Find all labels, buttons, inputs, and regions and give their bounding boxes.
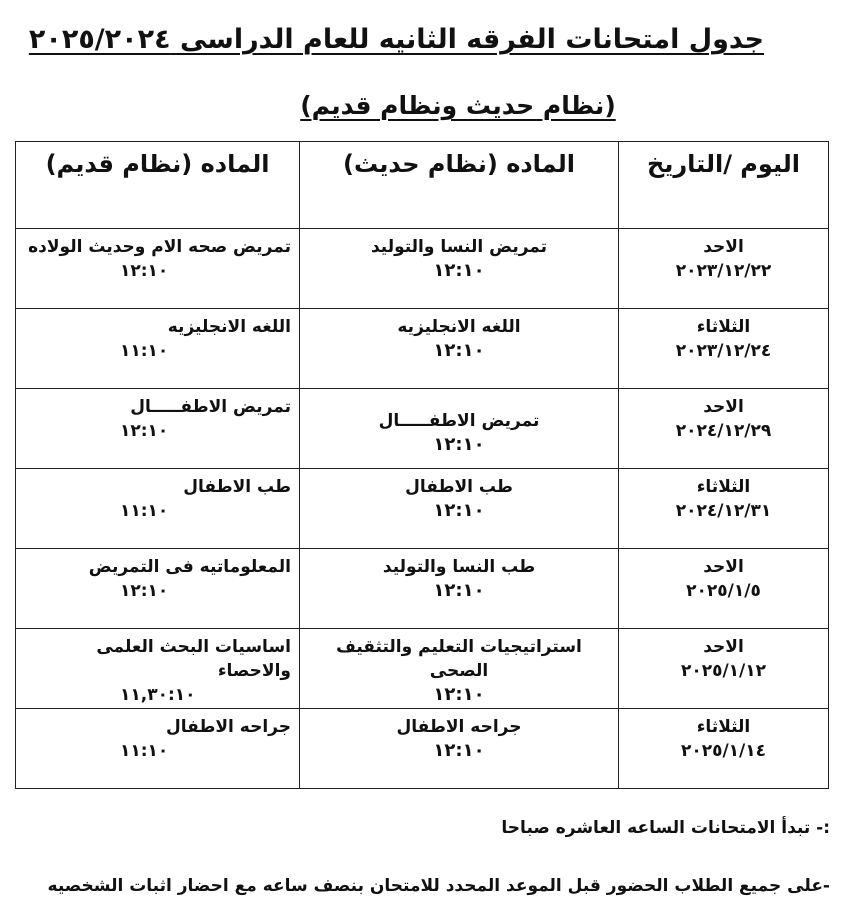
date-label: ٢٠٢٥/١/١٤ xyxy=(680,741,767,761)
time-label: ١٢:١٠ xyxy=(433,260,485,281)
time-label: ١١,٣٠:١٠ xyxy=(120,685,196,705)
date-label: ٢٠٢٣/١٢/٢٤ xyxy=(675,341,772,361)
column-header-date: اليوم /التاريخ xyxy=(619,142,829,229)
time-label: ١٢:١٠ xyxy=(433,684,485,705)
date-cell xyxy=(619,309,829,389)
subject-label: اللغه الانجليزيه xyxy=(397,317,521,337)
new-subject-cell xyxy=(300,309,619,389)
time-label: ١٢:١٠ xyxy=(120,261,169,281)
date-label: ٢٠٢٥/١/١٢ xyxy=(680,661,767,681)
table-row xyxy=(16,629,829,709)
page-title: جدول امتحانات الفرقه الثانيه للعام الدراسى ٢٠٢٥/٢٠٢٤ xyxy=(28,24,764,55)
subject-label: طب النسا والتوليد xyxy=(382,557,536,577)
subject-label: طب الاطفال xyxy=(183,477,291,497)
subject-label: استراتيجيات التعليم والتثقيف الصحى xyxy=(336,637,582,681)
new-subject-cell xyxy=(300,549,619,629)
old-subject-cell xyxy=(16,309,300,389)
new-subject-cell xyxy=(300,709,619,789)
table-row xyxy=(16,469,829,549)
table-row xyxy=(16,709,829,789)
table-row xyxy=(16,229,829,309)
table-row xyxy=(16,549,829,629)
date-cell xyxy=(619,389,829,469)
new-subject-cell xyxy=(300,389,619,469)
time-label: ١١:١٠ xyxy=(120,741,169,761)
day-label: الاحد xyxy=(703,397,744,417)
time-label: ١٢:١٠ xyxy=(433,500,485,521)
table-row xyxy=(16,389,829,469)
subject-label: تمريض صحه الام وحديث الولاده xyxy=(28,237,291,257)
old-subject-cell xyxy=(16,389,300,469)
subject-label: طب الاطفال xyxy=(405,477,513,497)
subject-label: تمريض الاطفـــــال xyxy=(378,411,540,431)
day-label: الثلاثاء xyxy=(696,317,751,337)
page-subtitle: (نظام حديث ونظام قديم) xyxy=(300,91,616,120)
exam-schedule-table xyxy=(15,141,829,789)
time-label: ١٢:١٠ xyxy=(120,581,169,601)
date-label: ٢٠٢٤/١٢/٢٩ xyxy=(675,421,772,441)
old-subject-cell xyxy=(16,709,300,789)
old-subject-cell xyxy=(16,469,300,549)
subject-label: المعلوماتيه فى التمريض xyxy=(88,557,291,577)
subject-label: اللغه الانجليزيه xyxy=(167,317,291,337)
time-label: ١٢:١٠ xyxy=(433,580,485,601)
date-cell xyxy=(619,469,829,549)
date-cell xyxy=(619,229,829,309)
day-label: الثلاثاء xyxy=(696,477,751,497)
day-label: الاحد xyxy=(703,557,744,577)
date-label: ٢٠٢٣/١٢/٢٢ xyxy=(675,261,772,281)
date-label: ٢٠٢٥/١/٥ xyxy=(686,581,761,601)
note-start-time: :- تبدأ الامتحانات الساعه العاشره صباحا xyxy=(501,818,830,838)
subject-label: اساسيات البحث العلمى والاحصاء xyxy=(96,637,291,681)
table-row xyxy=(16,309,829,389)
new-subject-cell xyxy=(300,629,619,709)
old-subject-cell xyxy=(16,229,300,309)
old-subject-cell xyxy=(16,629,300,709)
time-label: ١٢:١٠ xyxy=(433,340,485,361)
date-cell xyxy=(619,709,829,789)
subject-label: تمريض النسا والتوليد xyxy=(370,237,548,257)
column-header-old-system: الماده (نظام قديم) xyxy=(16,142,300,229)
day-label: الاحد xyxy=(703,237,744,257)
time-label: ١٢:١٠ xyxy=(433,434,485,455)
time-label: ١٢:١٠ xyxy=(120,421,169,441)
time-label: ١١:١٠ xyxy=(120,341,169,361)
note-attendance: -على جميع الطلاب الحضور قبل الموعد المحدد للامتحان بنصف ساعه مع احضار اثبات الشخصيه xyxy=(47,876,830,896)
date-label: ٢٠٢٤/١٢/٣١ xyxy=(675,501,772,521)
subject-label: جراحه الاطفال xyxy=(396,717,522,737)
date-cell xyxy=(619,629,829,709)
new-subject-cell xyxy=(300,229,619,309)
subject-label: تمريض الاطفـــــال xyxy=(130,397,291,417)
day-label: الثلاثاء xyxy=(696,717,751,737)
time-label: ١٢:١٠ xyxy=(433,740,485,761)
old-subject-cell xyxy=(16,549,300,629)
time-label: ١١:١٠ xyxy=(120,501,169,521)
date-cell xyxy=(619,549,829,629)
new-subject-cell xyxy=(300,469,619,549)
table-header-row xyxy=(16,142,829,229)
column-header-new-system: الماده (نظام حديث) xyxy=(300,142,619,229)
day-label: الاحد xyxy=(703,637,744,657)
subject-label: جراحه الاطفال xyxy=(165,717,291,737)
